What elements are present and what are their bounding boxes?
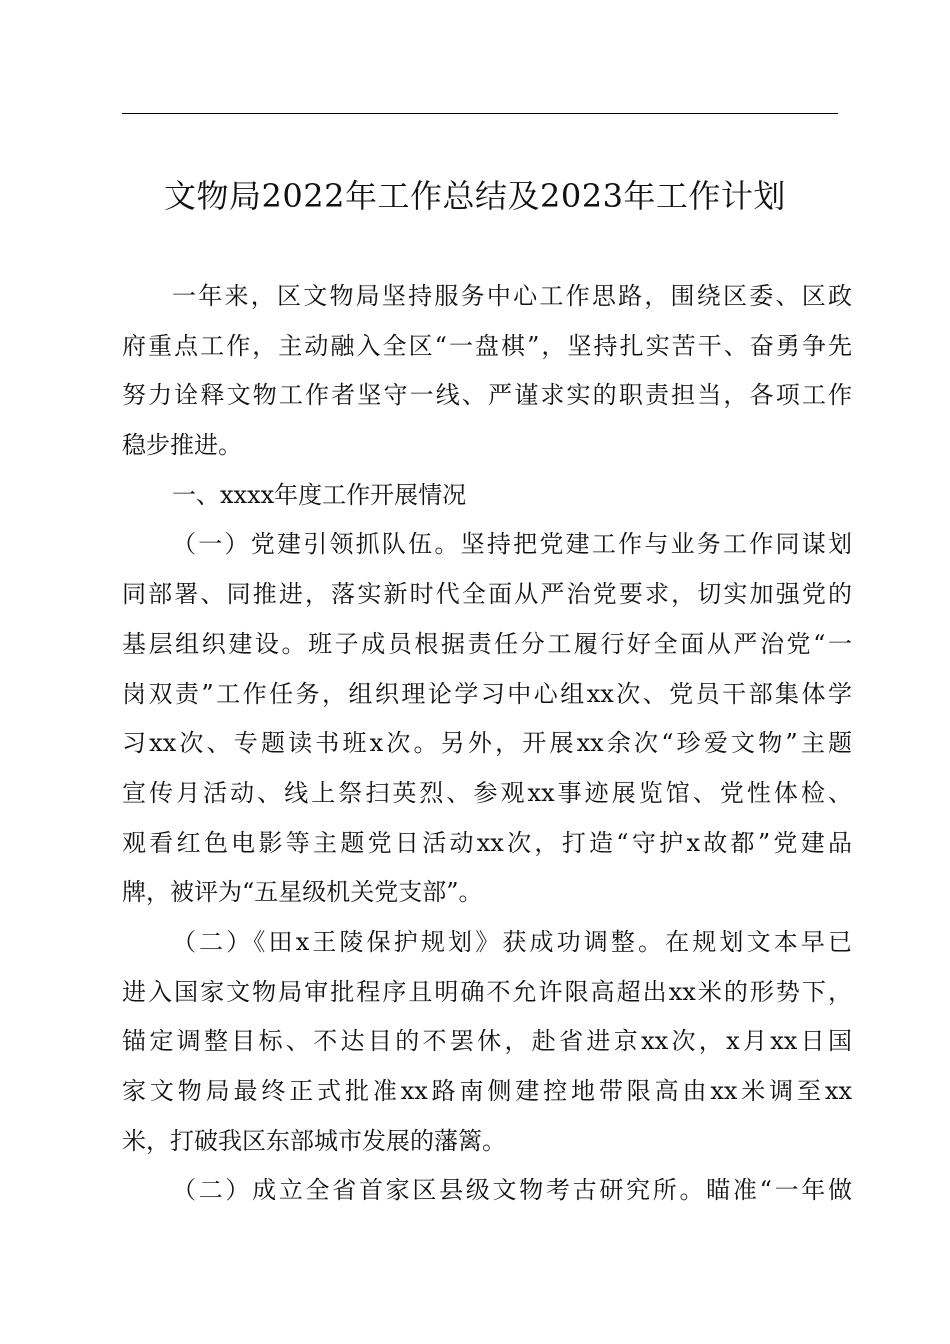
body-line: 习xx次、专题读书班x次。另外，开展xx余次“珍爱文物”主题 [122, 729, 852, 758]
body-line: 米，打破我区东部城市发展的藩篱。 [122, 1126, 506, 1155]
body-line: 进入国家文物局审批程序且明确不允许限高超出xx米的形势下， [122, 977, 852, 1006]
section-heading: 一、xxxx年度工作开展情况 [172, 480, 467, 509]
body-line: 锚定调整目标、不达目的不罢休，赴省进京xx次，x月xx日国 [122, 1027, 852, 1056]
body-line: 宣传月活动、线上祭扫英烈、参观xx事迹展览馆、党性体检、 [122, 778, 852, 807]
body-line: 岗双责”工作任务，组织理论学习中心组xx次、党员干部集体学 [122, 679, 852, 708]
body-line: （一）党建引领抓队伍。坚持把党建工作与业务工作同谋划 [172, 530, 852, 559]
body-line: 基层组织建设。班子成员根据责任分工履行好全面从严治党“一 [122, 629, 852, 658]
body-line: 一年来，区文物局坚持服务中心工作思路，围绕区委、区政 [172, 282, 852, 310]
document-body [122, 272, 852, 1216]
body-line: 同部署、同推进，落实新时代全面从严治党要求，切实加强党的 [122, 580, 852, 609]
body-line: 牌，被评为“五星级机关党支部”。 [122, 878, 483, 907]
body-line: 家文物局最终正式批准xx路南侧建控地带限高由xx米调至xx [122, 1077, 852, 1105]
body-line: 府重点工作，主动融入全区“一盘棋”，坚持扎实苦干、奋勇争先 [122, 331, 852, 360]
body-line: 观看红色电影等主题党日活动xx次，打造“守护x故都”党建品 [122, 828, 852, 857]
body-line: 努力诠释文物工作者坚守一线、严谨求实的职责担当，各项工作 [122, 381, 852, 410]
body-line: （二）成立全省首家区县级文物考古研究所。瞄准“一年做 [172, 1176, 852, 1205]
document-title: 文物局2022年工作总结及2023年工作计划 [164, 177, 786, 215]
header-rule [122, 113, 838, 114]
body-line: 稳步推进。 [122, 431, 242, 460]
body-line: （二）《田x王陵保护规划》获成功调整。在规划文本早已 [172, 927, 852, 956]
